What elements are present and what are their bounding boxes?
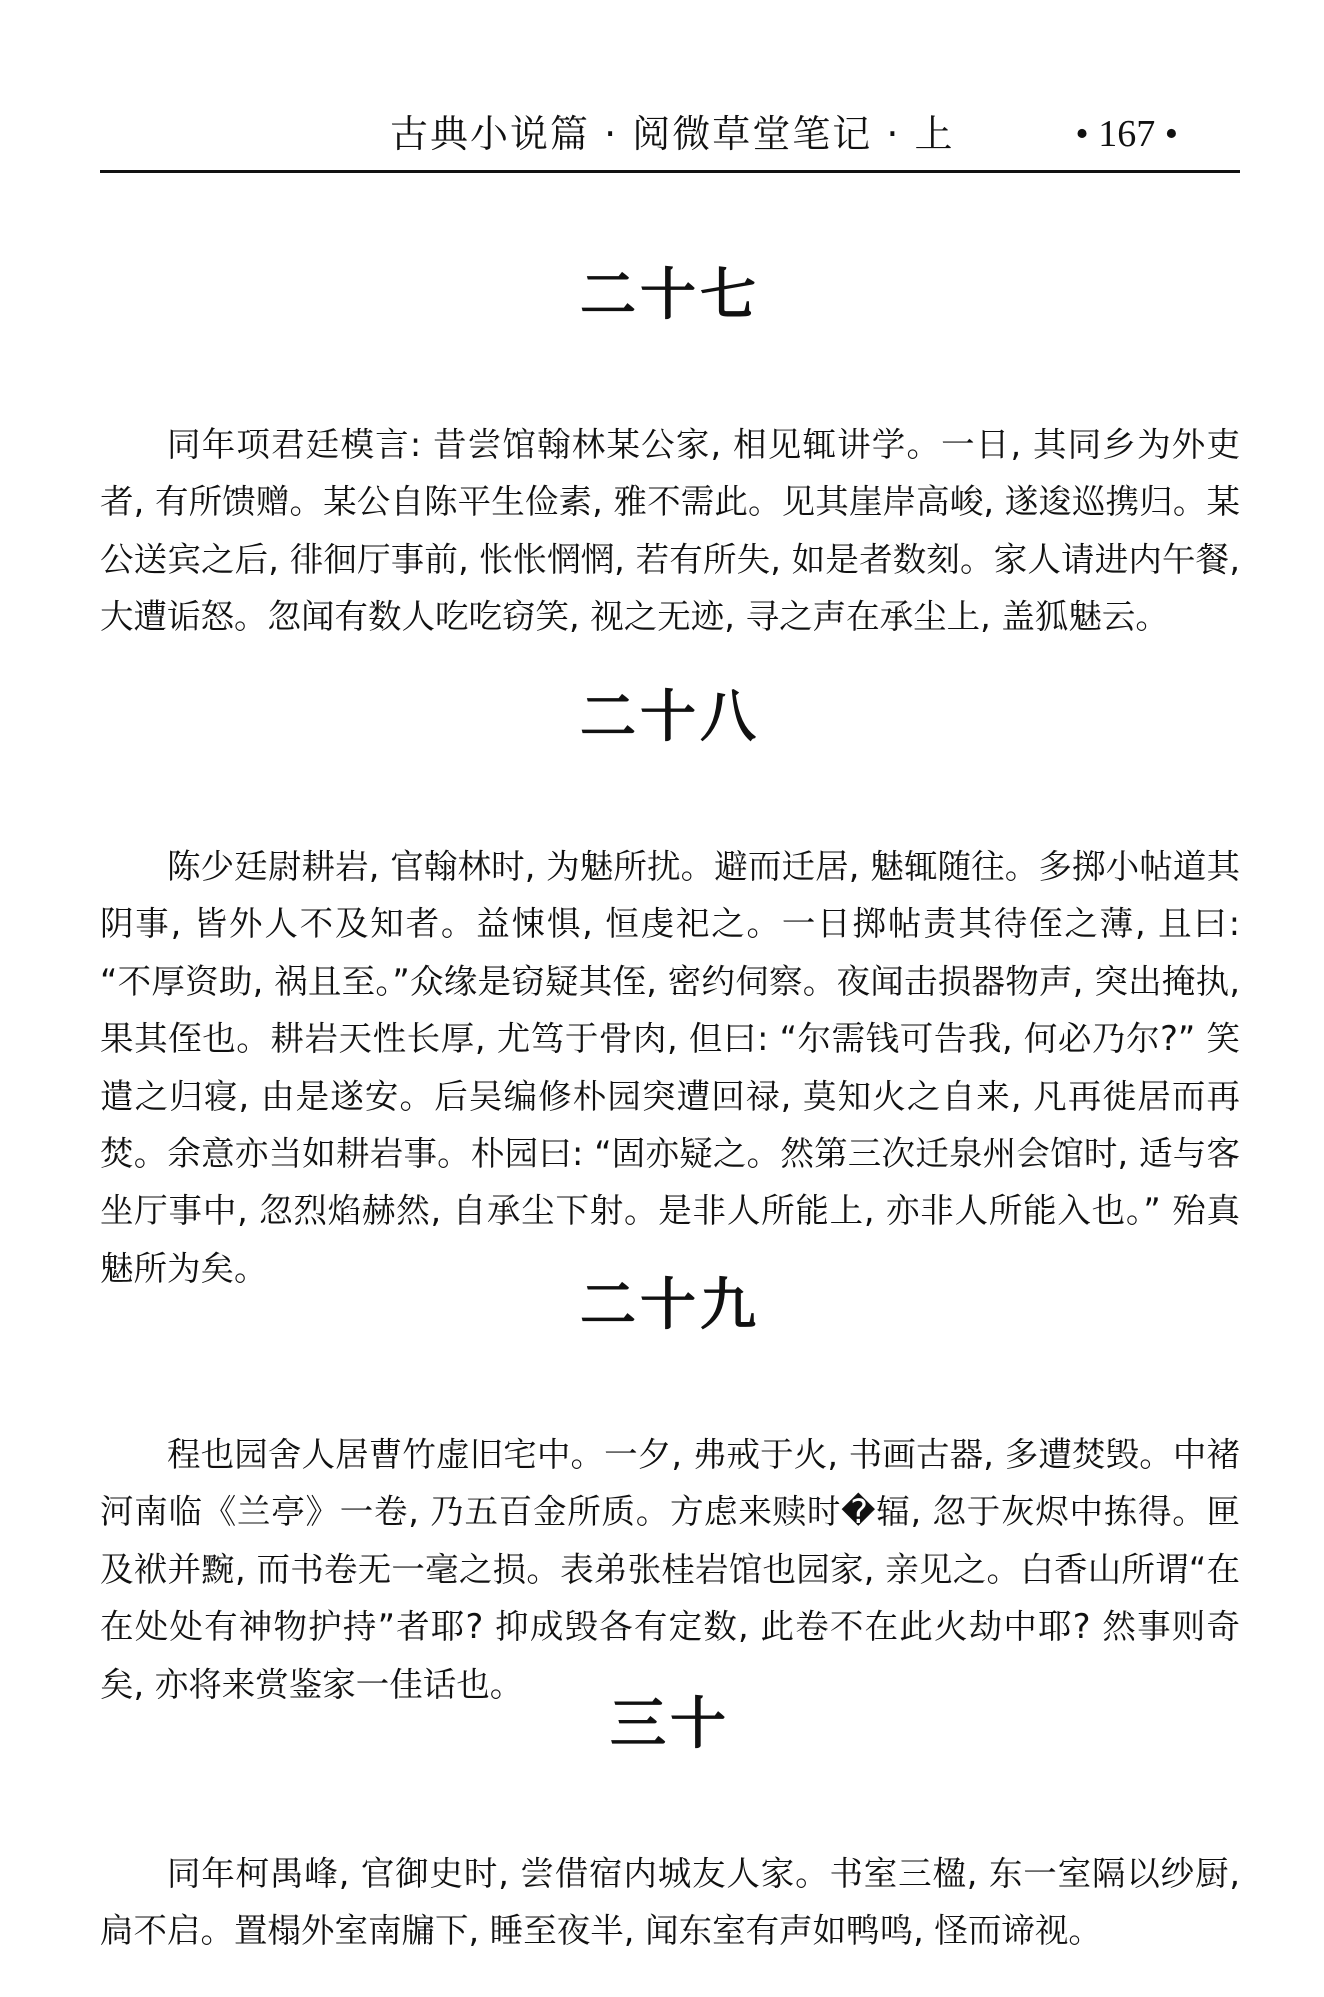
section-heading: 二十九 [580, 1273, 760, 1338]
section-27 [100, 256, 1240, 646]
section-28 [100, 678, 1240, 1297]
page-number: • 167 • [1075, 113, 1178, 155]
section-29 [100, 1266, 1240, 1713]
section-heading: 二十七 [580, 263, 760, 328]
section-heading: 二十八 [580, 685, 760, 750]
section-paragraph: 程也园舍人居曹竹虚旧宅中。一夕, 弗戒于火, 书画古器, 多遭焚毁。中褚河南临《兰亭》一卷, 乃五百金所质。方虑来赎时�辐, 忽于灰烬中拣得。匣及袱并黦, 而书卷无一毫之损。表弟张桂岩馆也园家, 亲见之。白香山所谓“在在处处有神物护持”者耶? 抑成毁各有定数, 此卷不在此火劫中耶? 然事则奇矣, 亦将来赏鉴家一佳话也。 [100, 1435, 1240, 1704]
section-paragraph: 陈少廷尉耕岩, 官翰林时, 为魅所扰。避而迁居, 魅辄随往。多掷小帖道其阴事, 皆外人不及知者。益悚惧, 恒虔祀之。一日掷帖责其待侄之薄, 且曰: “不厚资助, 祸且至。”众缘是窃疑其侄, 密约伺察。夜闻击损器物声, 突出掩执, 果其侄也。耕岩天性长厚, 尤笃于骨肉, 但曰: “尔需钱可告我, 何必乃尔?” 笑遣之归寝, 由是遂安。后吴编修朴园突遭回禄, 莫知火之自来, 凡再徙居而再焚。余意亦当如耕岩事。朴园曰: “固亦疑之。然第三次迁泉州会馆时, 适与客坐厅事中, 忽烈焰赫然, 自承尘下射。是非人所能上, 亦非人所能入也。” 殆真魅所为矣。 [100, 847, 1240, 1288]
section-paragraph: 同年项君廷模言: 昔尝馆翰林某公家, 相见辄讲学。一日, 其同乡为外吏者, 有所馈赠。某公自陈平生俭素, 雅不需此。见其崖岸高峻, 遂逡巡携归。某公送宾之后, 徘徊厅事前, 怅怅惘惘, 若有所失, 如是者数刻。家人请进内午餐, 大遭诟怒。忽闻有数人吃吃窃笑, 视之无迹, 寻之声在承尘上, 盖狐魅云。 [100, 425, 1240, 637]
header-title: 古典小说篇 · 阅微草堂笔记 · 上 [390, 112, 955, 156]
section-heading: 三十 [610, 1692, 730, 1757]
running-header [100, 104, 1240, 173]
section-30 [100, 1685, 1240, 1960]
section-paragraph: 同年柯禺峰, 官御史时, 尝借宿内城友人家。书室三楹, 东一室隔以纱厨, 扃不启。置榻外室南牖下, 睡至夜半, 闻东室有声如鸭鸣, 怪而谛视。 [100, 1854, 1240, 1951]
